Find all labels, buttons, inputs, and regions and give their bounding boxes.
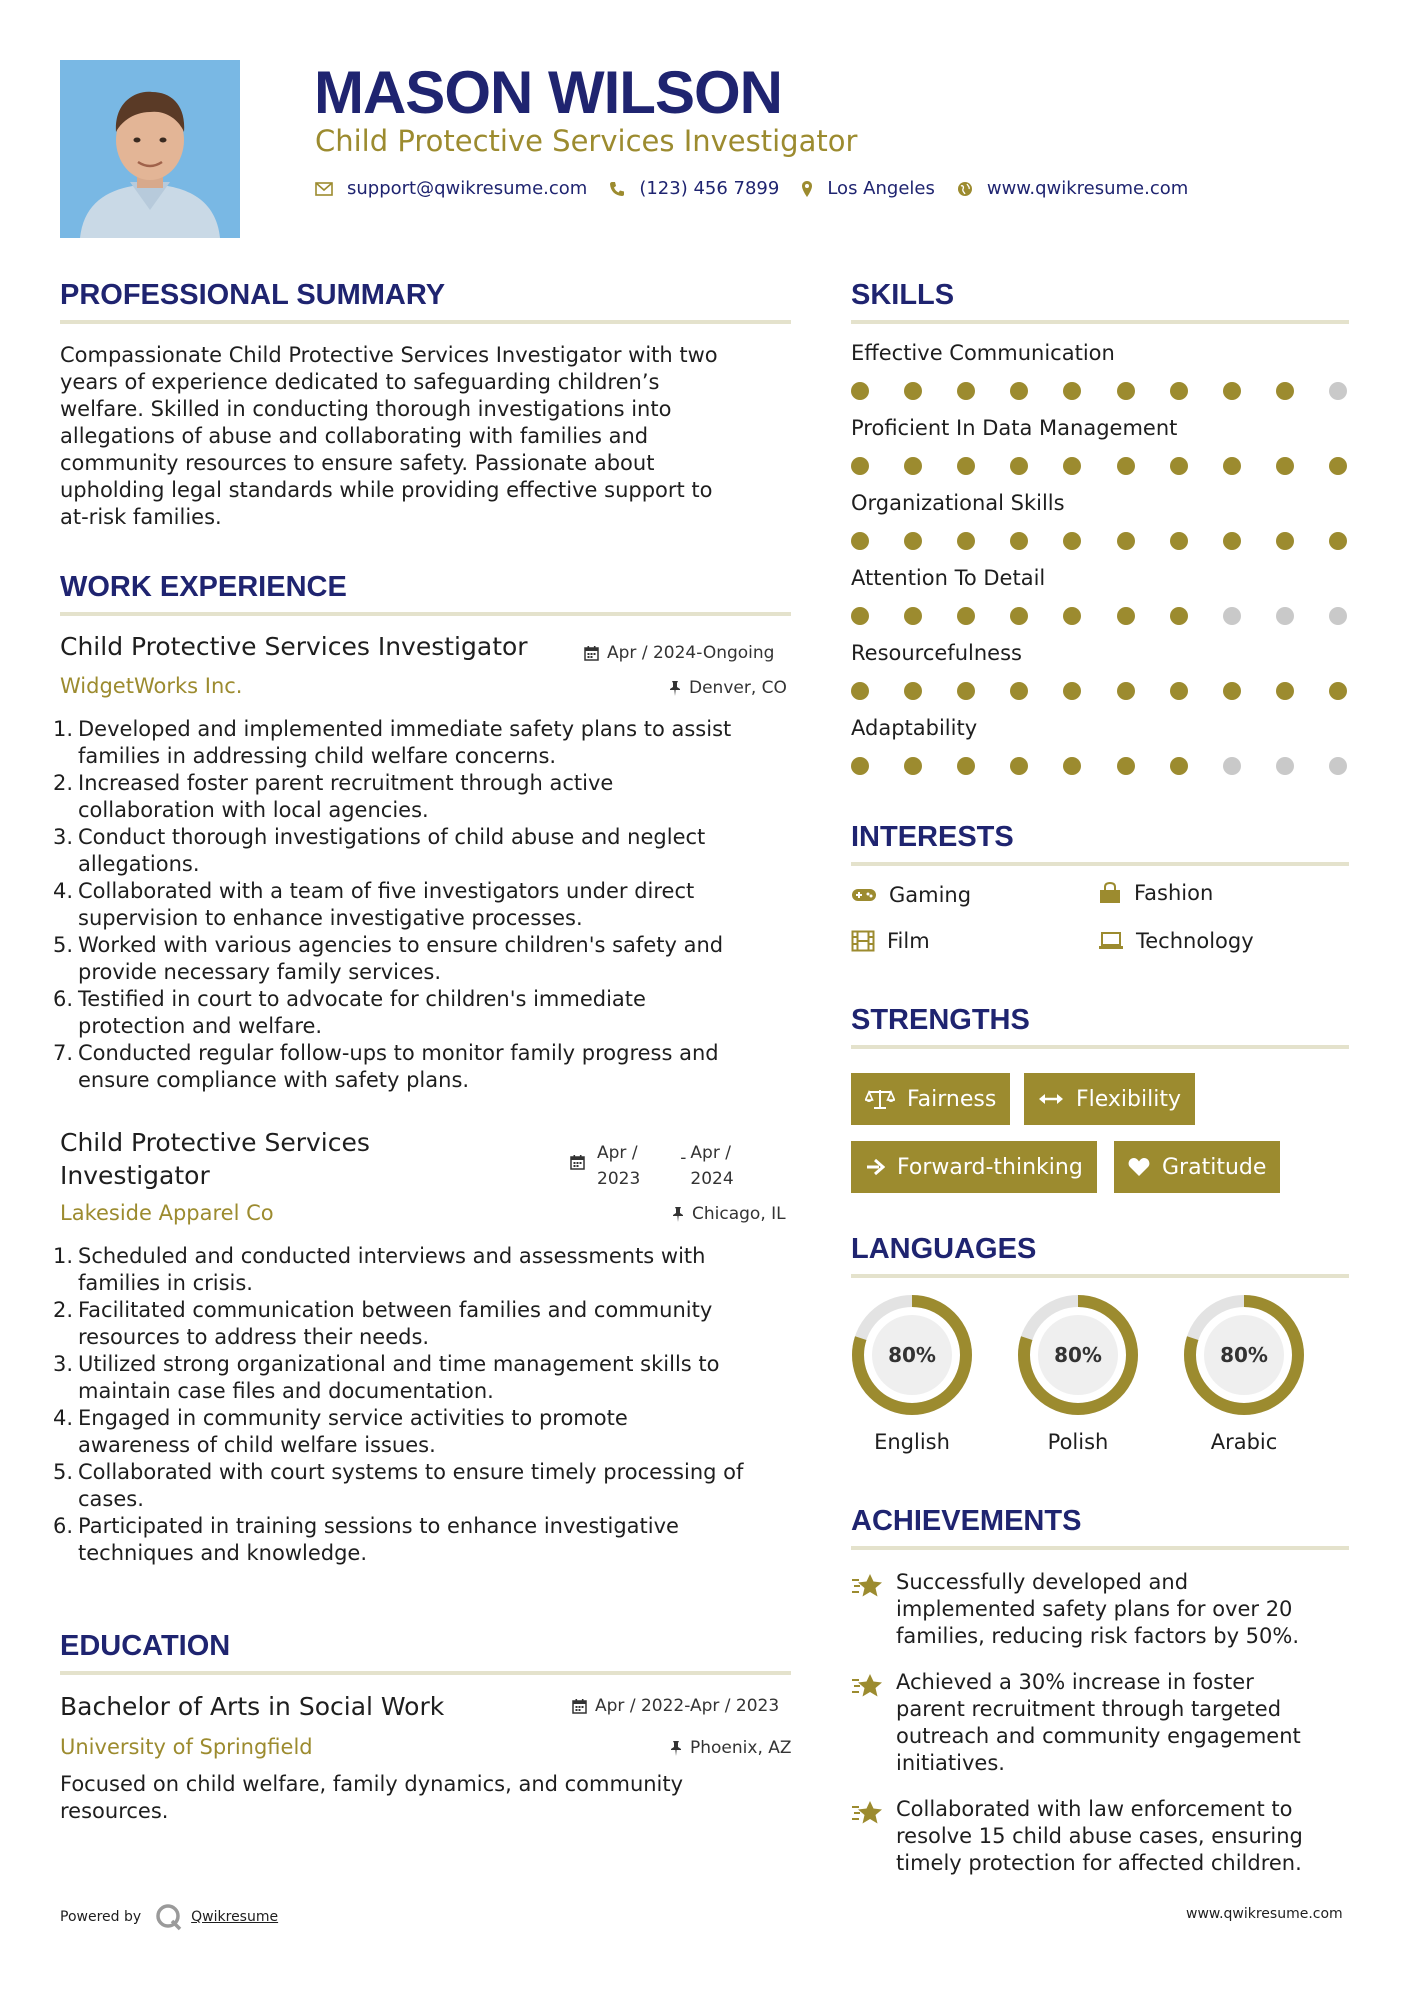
job-title-line: Investigator: [60, 1161, 210, 1190]
rating-dot-filled: [1010, 757, 1028, 775]
rating-dot-filled: [904, 532, 922, 550]
list-item: [53, 932, 800, 986]
phone-icon: [609, 181, 625, 197]
rating-dot-filled: [1063, 532, 1081, 550]
list-number: 3.: [53, 1352, 74, 1376]
achievement-item: [851, 1796, 1351, 1877]
list-number: 7.: [53, 1041, 74, 1065]
list-line: Worked with various agencies to ensure children's safety and: [78, 933, 724, 957]
calendar-icon: [572, 1698, 587, 1714]
summary-line: upholding legal standards while providing effective support to: [60, 478, 713, 502]
strength-chip-flexibility: [1024, 1073, 1195, 1125]
strength-label: Flexibility: [1076, 1086, 1181, 1112]
list-line: resources to address their needs.: [78, 1325, 430, 1349]
list-line: Engaged in community service activities to promote: [78, 1406, 628, 1430]
interest-gaming: [851, 883, 971, 907]
achievement-line: outreach and community engagement: [896, 1724, 1301, 1748]
interests-heading: INTERESTS: [851, 821, 1014, 853]
interest-label: Gaming: [889, 883, 972, 907]
summary-text: [60, 342, 791, 531]
arrow-right-icon: [865, 1158, 885, 1176]
contact-email[interactable]: [315, 178, 587, 199]
interest-label: Film: [887, 929, 930, 953]
rating-dot-filled: [851, 382, 869, 400]
rating-dot-filled: [1276, 532, 1294, 550]
list-line: cases.: [78, 1487, 144, 1511]
education-divider: [60, 1671, 791, 1675]
contact-email-text: support@qwikresume.com: [347, 178, 588, 199]
education-location: [670, 1738, 792, 1758]
contact-website[interactable]: [957, 178, 1188, 199]
job-title: Child Protective Services Investigator: [60, 632, 528, 661]
skill-label: Adaptability: [851, 716, 978, 740]
strength-chip-forward-thinking: [851, 1141, 1097, 1193]
rating-dot-empty: [1329, 382, 1347, 400]
job-company: WidgetWorks Inc.: [60, 674, 243, 698]
strengths-divider: [851, 1045, 1349, 1049]
achievements-divider: [851, 1546, 1349, 1550]
achievement-line: implemented safety plans for over 20: [896, 1597, 1293, 1621]
achievement-item: [851, 1669, 1351, 1777]
skill-rating: [851, 532, 1347, 552]
rating-dot-empty: [1223, 607, 1241, 625]
rating-dot-filled: [957, 382, 975, 400]
list-number: 1.: [53, 717, 74, 741]
strength-label: Fairness: [907, 1086, 997, 1112]
skill-rating: [851, 682, 1347, 702]
rating-dot-filled: [1063, 457, 1081, 475]
achievement-line: Achieved a 30% increase in foster: [896, 1670, 1254, 1694]
list-line: protection and welfare.: [78, 1014, 323, 1038]
list-item: [53, 1351, 800, 1405]
rating-dot-filled: [1063, 682, 1081, 700]
job-dates-text: Apr / 2024-Ongoing: [607, 643, 775, 663]
star-achievement-icon: [851, 1671, 885, 1701]
rating-dot-filled: [1117, 682, 1135, 700]
date-separator: -: [680, 1148, 687, 1168]
list-item: [53, 1513, 800, 1567]
rating-dot-filled: [904, 607, 922, 625]
list-number: 6.: [53, 1514, 74, 1538]
powered-by-text: Powered by: [60, 1909, 142, 1925]
education-dates: [572, 1696, 779, 1716]
list-item: [53, 1243, 800, 1297]
arrows-horizontal-icon: [1038, 1092, 1064, 1106]
education-line: resources.: [60, 1799, 169, 1823]
job-bullets: [53, 1243, 800, 1567]
achievement-text: [896, 1669, 1351, 1777]
interest-film: [851, 929, 930, 953]
list-number: 5.: [53, 1460, 74, 1484]
rating-dot-filled: [1010, 532, 1028, 550]
skills-heading: SKILLS: [851, 279, 955, 311]
date-part: 2024: [690, 1169, 734, 1189]
star-achievement-icon: [851, 1571, 885, 1601]
list-line: Testified in court to advocate for children's immediate: [78, 987, 646, 1011]
language-label: English: [874, 1430, 950, 1454]
rating-dot-filled: [851, 682, 869, 700]
interest-fashion: [1098, 881, 1213, 905]
job-bullets: [53, 716, 800, 1094]
rating-dot-filled: [1170, 682, 1188, 700]
achievement-item: [851, 1569, 1351, 1650]
interest-label: Technology: [1136, 929, 1254, 953]
job-location: [669, 678, 787, 698]
rating-dot-filled: [1170, 757, 1188, 775]
education-dates-text: Apr / 2022-Apr / 2023: [595, 1696, 780, 1716]
list-line: Scheduled and conducted interviews and assessments with: [78, 1244, 706, 1268]
list-line: Increased foster parent recruitment through active: [78, 771, 614, 795]
achievement-line: Successfully developed and: [896, 1570, 1189, 1594]
job-end-date: [690, 1140, 733, 1192]
achievement-line: families, reducing risk factors by 50%.: [896, 1624, 1300, 1648]
rating-dot-filled: [1063, 757, 1081, 775]
language-ring: [1016, 1293, 1140, 1421]
contact-bar: [315, 178, 1210, 199]
laptop-icon: [1098, 931, 1124, 951]
film-icon: [851, 930, 875, 952]
job-location-text: Chicago, IL: [692, 1204, 786, 1224]
rating-dot-filled: [1010, 457, 1028, 475]
list-line: Utilized strong organizational and time management skills to: [78, 1352, 720, 1376]
interest-label: Fashion: [1134, 881, 1214, 905]
skill-label: Effective Communication: [851, 341, 1115, 365]
list-item: [53, 878, 800, 932]
rating-dot-filled: [957, 607, 975, 625]
list-line: ensure compliance with safety plans.: [78, 1068, 470, 1092]
shopping-bag-icon: [1098, 882, 1122, 904]
profile-photo: [60, 60, 240, 238]
summary-heading: PROFESSIONAL SUMMARY: [60, 279, 446, 311]
summary-line: welfare. Skilled in conducting thorough investigations into: [60, 397, 672, 421]
rating-dot-filled: [1170, 382, 1188, 400]
rating-dot-filled: [1063, 607, 1081, 625]
contact-location: [801, 178, 935, 199]
powered-by: [60, 1903, 278, 1931]
rating-dot-filled: [957, 457, 975, 475]
candidate-name: MASON WILSON: [314, 59, 782, 126]
skill-label: Proficient In Data Management: [851, 416, 1178, 440]
contact-phone-text: (123) 456 7899: [639, 178, 780, 199]
rating-dot-filled: [1223, 532, 1241, 550]
rating-dot-filled: [1170, 457, 1188, 475]
rating-dot-filled: [1010, 682, 1028, 700]
rating-dot-filled: [851, 532, 869, 550]
pushpin-icon: [669, 680, 681, 696]
list-number: 2.: [53, 771, 74, 795]
job-title: [60, 1126, 370, 1192]
rating-dot-empty: [1276, 607, 1294, 625]
list-line: Conduct thorough investigations of child abuse and neglect: [78, 825, 706, 849]
strength-chip-fairness: [851, 1073, 1010, 1125]
education-location-text: Phoenix, AZ: [690, 1738, 792, 1758]
skill-rating: [851, 457, 1347, 477]
job-start-date: [597, 1140, 640, 1192]
rating-dot-filled: [851, 457, 869, 475]
contact-location-text: Los Angeles: [827, 178, 935, 199]
calendar-icon: [570, 1154, 585, 1170]
list-item: [53, 1040, 800, 1094]
rating-dot-filled: [904, 382, 922, 400]
language-label: Arabic: [1210, 1430, 1278, 1454]
list-number: 3.: [53, 825, 74, 849]
progress-ring-icon: [850, 1293, 974, 1417]
progress-ring-icon: [1016, 1293, 1140, 1417]
contact-website-text: www.qwikresume.com: [986, 178, 1189, 199]
experience-heading: WORK EXPERIENCE: [60, 571, 347, 603]
qwikresume-logo-icon: [155, 1903, 183, 1931]
rating-dot-empty: [1329, 607, 1347, 625]
strength-chip-gratitude: [1114, 1141, 1280, 1193]
rating-dot-filled: [1010, 607, 1028, 625]
rating-dot-empty: [1223, 757, 1241, 775]
education-description: [60, 1771, 800, 1825]
rating-dot-filled: [957, 757, 975, 775]
heart-icon: [1128, 1157, 1150, 1177]
contact-phone[interactable]: [609, 178, 779, 199]
education-line: Focused on child welfare, family dynamics, and community: [60, 1772, 684, 1796]
strength-label: Gratitude: [1162, 1154, 1267, 1180]
skill-label: Organizational Skills: [851, 491, 1065, 515]
skill-rating: [851, 607, 1347, 627]
pushpin-icon: [672, 1206, 684, 1222]
job-title-line: Child Protective Services: [60, 1128, 370, 1157]
date-part: Apr /: [597, 1143, 638, 1163]
skill-rating: [851, 382, 1347, 402]
rating-dot-filled: [904, 757, 922, 775]
list-line: provide necessary family services.: [78, 960, 442, 984]
language-percent: 80%: [1220, 1343, 1268, 1367]
degree-title: Bachelor of Arts in Social Work: [60, 1692, 445, 1721]
skill-rating: [851, 757, 1347, 777]
list-number: 5.: [53, 933, 74, 957]
list-item: [53, 824, 800, 878]
calendar-icon: [584, 645, 599, 661]
list-number: 6.: [53, 987, 74, 1011]
list-line: supervision to enhance investigative processes.: [78, 906, 583, 930]
footer-website[interactable]: www.qwikresume.com: [1186, 1906, 1343, 1922]
summary-line: at-risk families.: [60, 505, 222, 529]
list-line: Developed and implemented immediate safety plans to assist: [78, 717, 732, 741]
language-percent: 80%: [888, 1343, 936, 1367]
summary-line: community resources to ensure safety. Passionate about: [60, 451, 655, 475]
languages-heading: LANGUAGES: [851, 1233, 1037, 1265]
list-line: techniques and knowledge.: [78, 1541, 368, 1565]
skill-label: Attention To Detail: [851, 566, 1046, 590]
job-dates: [570, 1140, 734, 1192]
summary-line: allegations of abuse and collaborating with families and: [60, 424, 649, 448]
achievement-line: Collaborated with law enforcement to: [896, 1797, 1293, 1821]
rating-dot-filled: [1117, 382, 1135, 400]
rating-dot-filled: [1276, 457, 1294, 475]
rating-dot-filled: [851, 607, 869, 625]
list-line: Participated in training sessions to enhance investigative: [78, 1514, 679, 1538]
person-portrait-icon: [60, 60, 240, 238]
skills-divider: [851, 320, 1349, 324]
list-line: families in crisis.: [78, 1271, 253, 1295]
job-location-text: Denver, CO: [689, 678, 787, 698]
rating-dot-filled: [1170, 607, 1188, 625]
date-part: Apr /: [690, 1143, 731, 1163]
rating-dot-filled: [1063, 382, 1081, 400]
rating-dot-filled: [1223, 457, 1241, 475]
language-percent: 80%: [1054, 1343, 1102, 1367]
star-achievement-icon: [851, 1798, 885, 1828]
list-number: 4.: [53, 1406, 74, 1430]
languages-divider: [851, 1274, 1349, 1278]
achievement-line: timely protection for affected children.: [896, 1851, 1302, 1875]
pushpin-icon: [670, 1740, 682, 1756]
rating-dot-filled: [1329, 682, 1347, 700]
rating-dot-filled: [1117, 607, 1135, 625]
list-item: [53, 1459, 800, 1513]
list-item: [53, 1405, 800, 1459]
summary-line: Compassionate Child Protective Services Investigator with two: [60, 343, 718, 367]
rating-dot-empty: [1329, 757, 1347, 775]
progress-ring-icon: [1182, 1293, 1306, 1417]
education-heading: EDUCATION: [60, 1630, 231, 1662]
achievement-line: parent recruitment through targeted: [896, 1697, 1282, 1721]
achievement-text: [896, 1569, 1351, 1650]
list-line: Facilitated communication between families and community: [78, 1298, 713, 1322]
interests-divider: [851, 862, 1349, 866]
list-line: Collaborated with a team of five investigators under direct: [78, 879, 695, 903]
achievement-line: resolve 15 child abuse cases, ensuring: [896, 1824, 1303, 1848]
rating-dot-filled: [957, 682, 975, 700]
list-line: Collaborated with court systems to ensure timely processing of: [78, 1460, 744, 1484]
balance-scale-icon: [865, 1088, 895, 1110]
list-line: awareness of child welfare issues.: [78, 1433, 436, 1457]
list-line: Conducted regular follow-ups to monitor family progress and: [78, 1041, 719, 1065]
rating-dot-filled: [1117, 532, 1135, 550]
list-item: [53, 716, 800, 770]
map-pin-icon: [801, 180, 813, 198]
list-line: collaboration with local agencies.: [78, 798, 429, 822]
rating-dot-empty: [1276, 757, 1294, 775]
rating-dot-filled: [1117, 757, 1135, 775]
list-number: 1.: [53, 1244, 74, 1268]
interest-technology: [1098, 929, 1254, 953]
rating-dot-filled: [957, 532, 975, 550]
language-ring: [1182, 1293, 1306, 1421]
achievement-text: [896, 1796, 1351, 1877]
experience-divider: [60, 612, 791, 616]
rating-dot-filled: [904, 682, 922, 700]
rating-dot-filled: [851, 757, 869, 775]
school-name: University of Springfield: [60, 1735, 313, 1759]
strengths-heading: STRENGTHS: [851, 1004, 1030, 1036]
candidate-title: Child Protective Services Investigator: [315, 124, 858, 158]
envelope-icon: [315, 182, 333, 196]
list-line: families in addressing child welfare concerns.: [78, 744, 557, 768]
summary-line: years of experience dedicated to safeguarding children’s: [60, 370, 660, 394]
language-ring: [850, 1293, 974, 1421]
gamepad-icon: [851, 887, 877, 903]
rating-dot-filled: [1170, 532, 1188, 550]
job-location: [672, 1204, 786, 1224]
achievement-line: initiatives.: [896, 1751, 1005, 1775]
list-number: 2.: [53, 1298, 74, 1322]
rating-dot-filled: [1329, 532, 1347, 550]
list-line: allegations.: [78, 852, 200, 876]
list-item: [53, 1297, 800, 1351]
list-line: maintain case files and documentation.: [78, 1379, 494, 1403]
date-part: 2023: [597, 1169, 641, 1189]
rating-dot-filled: [1276, 682, 1294, 700]
globe-icon: [957, 181, 973, 197]
language-label: Polish: [1047, 1430, 1109, 1454]
job-company: Lakeside Apparel Co: [60, 1201, 274, 1225]
summary-divider: [60, 320, 791, 324]
list-item: [53, 986, 800, 1040]
rating-dot-filled: [1223, 382, 1241, 400]
list-number: 4.: [53, 879, 74, 903]
rating-dot-filled: [1276, 382, 1294, 400]
list-item: [53, 770, 800, 824]
rating-dot-filled: [1329, 457, 1347, 475]
strength-label: Forward-thinking: [897, 1154, 1083, 1180]
rating-dot-filled: [1117, 457, 1135, 475]
brand-link[interactable]: Qwikresume: [191, 1909, 279, 1925]
rating-dot-filled: [904, 457, 922, 475]
achievements-heading: ACHIEVEMENTS: [851, 1505, 1082, 1537]
rating-dot-filled: [1010, 382, 1028, 400]
skill-label: Resourcefulness: [851, 641, 1022, 665]
job-dates: [584, 643, 774, 663]
rating-dot-filled: [1223, 682, 1241, 700]
